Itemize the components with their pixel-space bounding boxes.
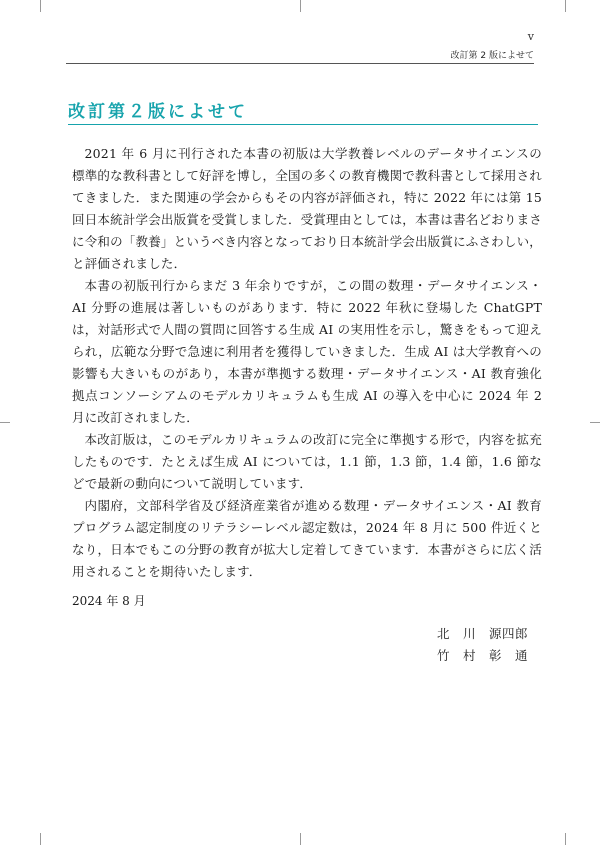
crop-mark-top-left-v	[40, 0, 41, 12]
date: 2024 年 8 月	[72, 594, 146, 608]
author-name: 竹 村 彰 通	[436, 648, 528, 663]
chapter-title: 改訂第２版によせて	[68, 102, 248, 122]
author-name: 北 川 源四郎	[436, 626, 528, 641]
paragraph-3: 本改訂版は，このモデルカリキュラムの改訂に完全に準拠する形で，内容を拡充したものです．たとえば生成 AI については，1.1 節，1.3 節，1.4 節，1.6 節などで最新の動向について説明しています．	[72, 432, 542, 491]
body-text	[72, 143, 542, 583]
crop-mark-left-center	[0, 422, 10, 423]
running-head: 改訂第 2 版によせて	[450, 51, 534, 61]
paragraph-1: 2021 年 6 月に刊行された本書の初版は大学教養レベルのデータサイエンスの標準的な教科書として好評を博し，全国の多くの教育機関で教科書として採用されてきました．また関連の学会からもその内容が評価され，特に 2022 年には第 15 回日本統計学会出版賞を受賞しました．受賞理由としては，本書は書名どおりまさに令和の「教養」というべき内容となっており日本統計学会出版賞にふさわしい，と評価されました．	[72, 146, 542, 271]
crop-mark-bottom-left-v	[40, 833, 41, 845]
paragraph-2: 本書の初版刊行からまだ 3 年余りですが，この間の数理・データサイエンス・AI 分野の進展は著しいものがあります．特に 2022 年秋に登場した ChatGPT は，対話形式で人間の質問に回答する生成 AI の実用性を示し，驚きをもって迎えられ，広範な分野で急速に利用者を獲得していきました．生成 AI は大学教育への影響も大きいものがあり，本書が準拠する数理・データサイエンス・AI 教育強化拠点コンソーシアムのモデルカリキュラムも生成 AI の導入を中心に 2024 年 2 月に改訂されました．	[72, 278, 542, 425]
crop-mark-bottom-right-v	[565, 833, 566, 845]
paragraph-4: 内閣府，文部科学省及び経済産業省が進める数理・データサイエンス・AI 教育プログラム認定制度のリテラシーレベル認定数は，2024 年 8 月に 500 件近くとなり，日本でもこの分野の教育が拡大し定着してきています．本書がさらに広く活用されることを期待いたします．	[72, 498, 542, 579]
page-number: v	[527, 30, 534, 43]
crop-mark-right-center	[590, 422, 600, 423]
crop-mark-top-right-v	[565, 0, 566, 12]
title-underline	[68, 124, 538, 125]
running-head-rule	[66, 63, 534, 64]
crop-mark-top-center	[300, 0, 301, 12]
crop-mark-bottom-center	[300, 833, 301, 845]
signature-block	[437, 623, 528, 667]
